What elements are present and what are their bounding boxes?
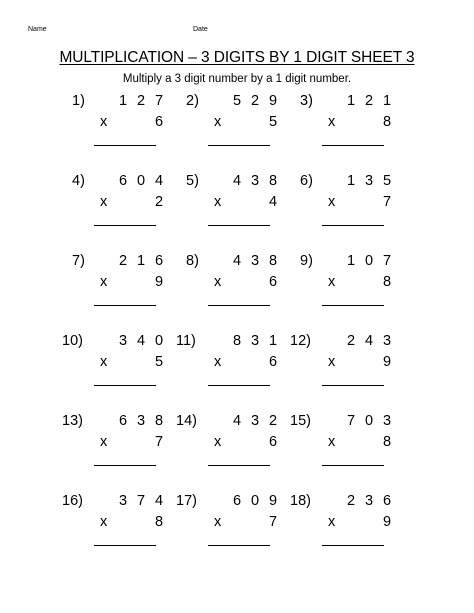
multiplicand-digit: 6 (154, 253, 164, 269)
multiplicand-digit: 1 (118, 93, 128, 109)
problem-18 (290, 493, 400, 553)
multiplicand-digit: 2 (364, 93, 374, 109)
multiplicand-digit: 1 (346, 253, 356, 269)
problem-number: 18) (290, 493, 311, 509)
problem-5 (186, 173, 296, 233)
multiply-sign: x (100, 434, 108, 450)
multiplicand-digit: 3 (250, 413, 260, 429)
answer-line (94, 545, 156, 546)
multiplier: 6 (268, 274, 278, 290)
multiplicand-digit: 5 (232, 93, 242, 109)
problem-4 (72, 173, 182, 233)
multiply-sign: x (214, 114, 222, 130)
multiply-sign: x (328, 434, 336, 450)
multiplicand-digit: 3 (118, 333, 128, 349)
multiplicand-digit: 0 (154, 333, 164, 349)
multiplicand-digit: 3 (118, 493, 128, 509)
multiplicand-digit: 6 (118, 173, 128, 189)
multiplicand (344, 333, 414, 353)
multiplier: 8 (382, 114, 392, 130)
multiplicand-digit: 1 (136, 253, 146, 269)
multiplicand-digit: 8 (268, 253, 278, 269)
multiply-sign: x (214, 274, 222, 290)
multiplicand-digit: 4 (154, 173, 164, 189)
multiplier: 4 (268, 194, 278, 210)
multiplicand (344, 253, 414, 273)
worksheet-title: MULTIPLICATION – 3 DIGITS BY 1 DIGIT SHEET 3 (59, 49, 415, 66)
multiplicand-digit: 5 (382, 173, 392, 189)
date-label: Date (193, 26, 208, 33)
multiplicand-digit: 2 (346, 333, 356, 349)
multiplicand-digit: 0 (250, 493, 260, 509)
multiply-sign: x (214, 434, 222, 450)
multiplicand-digit: 0 (364, 253, 374, 269)
multiplicand-digit: 3 (136, 413, 146, 429)
problem-number: 5) (186, 173, 199, 189)
problem-15 (290, 413, 400, 473)
answer-line (208, 225, 270, 226)
multiplier: 9 (382, 514, 392, 530)
multiplicand (230, 253, 300, 273)
multiplier: 2 (154, 194, 164, 210)
problem-number: 7) (72, 253, 85, 269)
multiply-sign: x (328, 274, 336, 290)
multiplicand (230, 173, 300, 193)
multiplicand-digit: 2 (346, 493, 356, 509)
multiplicand-digit: 8 (268, 173, 278, 189)
problem-12 (290, 333, 400, 393)
multiplicand-digit: 3 (364, 493, 374, 509)
multiplier: 6 (154, 114, 164, 130)
multiplicand-digit: 4 (232, 173, 242, 189)
multiplicand-digit: 3 (250, 253, 260, 269)
answer-line (322, 385, 384, 386)
multiplicand-digit: 7 (346, 413, 356, 429)
problem-number: 8) (186, 253, 199, 269)
problem-number: 11) (176, 333, 196, 349)
multiplicand-digit: 1 (382, 93, 392, 109)
answer-line (208, 385, 270, 386)
multiplicand-digit: 3 (364, 173, 374, 189)
multiplicand (344, 173, 414, 193)
answer-line (94, 305, 156, 306)
worksheet-instructions: Multiply a 3 digit number by a 1 digit number. (122, 73, 352, 85)
multiplicand (344, 93, 414, 113)
multiplicand-digit: 1 (346, 173, 356, 189)
multiplicand-digit: 9 (268, 493, 278, 509)
answer-line (94, 385, 156, 386)
multiplicand-digit: 4 (232, 413, 242, 429)
multiplier: 7 (268, 514, 278, 530)
problem-13 (62, 413, 172, 473)
problem-6 (300, 173, 410, 233)
multiplier: 8 (154, 514, 164, 530)
multiplicand (116, 93, 186, 113)
answer-line (322, 145, 384, 146)
multiply-sign: x (214, 514, 222, 530)
problem-7 (72, 253, 182, 313)
name-label: Name (28, 26, 47, 33)
multiplicand-digit: 2 (118, 253, 128, 269)
multiplicand (230, 93, 300, 113)
multiplicand-digit: 7 (382, 253, 392, 269)
multiplicand-digit: 6 (232, 493, 242, 509)
multiplicand-digit: 6 (118, 413, 128, 429)
multiplicand (344, 413, 414, 433)
problem-16 (62, 493, 172, 553)
multiplier: 7 (382, 194, 392, 210)
multiply-sign: x (100, 514, 108, 530)
multiplier: 6 (268, 434, 278, 450)
multiplicand-digit: 4 (154, 493, 164, 509)
problem-number: 12) (290, 333, 311, 349)
multiplicand-digit: 4 (364, 333, 374, 349)
multiplier: 7 (154, 434, 164, 450)
multiplicand-digit: 3 (382, 413, 392, 429)
multiply-sign: x (100, 354, 108, 370)
multiplicand-digit: 3 (250, 173, 260, 189)
problem-number: 4) (72, 173, 85, 189)
problem-number: 2) (186, 93, 199, 109)
multiplicand-digit: 0 (364, 413, 374, 429)
multiplier: 5 (268, 114, 278, 130)
multiplicand-digit: 2 (268, 413, 278, 429)
multiplier: 9 (154, 274, 164, 290)
multiply-sign: x (100, 274, 108, 290)
problem-11 (176, 333, 286, 393)
multiplier: 6 (268, 354, 278, 370)
answer-line (94, 225, 156, 226)
multiplicand-digit: 3 (250, 333, 260, 349)
multiplier: 9 (382, 354, 392, 370)
multiply-sign: x (328, 514, 336, 530)
multiplicand-digit: 8 (232, 333, 242, 349)
multiplicand (344, 493, 414, 513)
problem-3 (300, 93, 410, 153)
multiplicand-digit: 7 (154, 93, 164, 109)
multiply-sign: x (328, 354, 336, 370)
multiplicand-digit: 9 (268, 93, 278, 109)
answer-line (322, 225, 384, 226)
answer-line (322, 305, 384, 306)
answer-line (94, 465, 156, 466)
problem-8 (186, 253, 296, 313)
problem-number: 10) (62, 333, 83, 349)
answer-line (208, 545, 270, 546)
multiplier: 8 (382, 274, 392, 290)
problem-number: 14) (176, 413, 197, 429)
problem-2 (186, 93, 296, 153)
problem-number: 6) (300, 173, 313, 189)
multiplicand-digit: 7 (136, 493, 146, 509)
answer-line (208, 465, 270, 466)
answer-line (94, 145, 156, 146)
multiply-sign: x (214, 194, 222, 210)
multiplicand (116, 253, 186, 273)
answer-line (208, 145, 270, 146)
answer-line (208, 305, 270, 306)
multiplicand (116, 173, 186, 193)
multiplicand-digit: 2 (250, 93, 260, 109)
multiplicand-digit: 1 (268, 333, 278, 349)
problem-9 (300, 253, 410, 313)
problem-1 (72, 93, 182, 153)
problem-number: 17) (176, 493, 197, 509)
problem-10 (62, 333, 172, 393)
multiplicand-digit: 8 (154, 413, 164, 429)
problem-number: 9) (300, 253, 313, 269)
multiply-sign: x (100, 194, 108, 210)
multiply-sign: x (214, 354, 222, 370)
multiplicand-digit: 1 (346, 93, 356, 109)
multiplicand-digit: 6 (382, 493, 392, 509)
problem-number: 16) (62, 493, 83, 509)
multiply-sign: x (328, 114, 336, 130)
multiplier: 5 (154, 354, 164, 370)
problem-number: 13) (62, 413, 83, 429)
problem-number: 15) (290, 413, 311, 429)
multiplicand-digit: 4 (136, 333, 146, 349)
problem-number: 1) (72, 93, 85, 109)
problem-14 (176, 413, 286, 473)
problem-number: 3) (300, 93, 313, 109)
multiplicand-digit: 3 (382, 333, 392, 349)
multiplicand-digit: 4 (232, 253, 242, 269)
answer-line (322, 545, 384, 546)
multiply-sign: x (100, 114, 108, 130)
problem-17 (176, 493, 286, 553)
multiply-sign: x (328, 194, 336, 210)
multiplier: 8 (382, 434, 392, 450)
multiplicand-digit: 2 (136, 93, 146, 109)
multiplicand-digit: 0 (136, 173, 146, 189)
answer-line (322, 465, 384, 466)
